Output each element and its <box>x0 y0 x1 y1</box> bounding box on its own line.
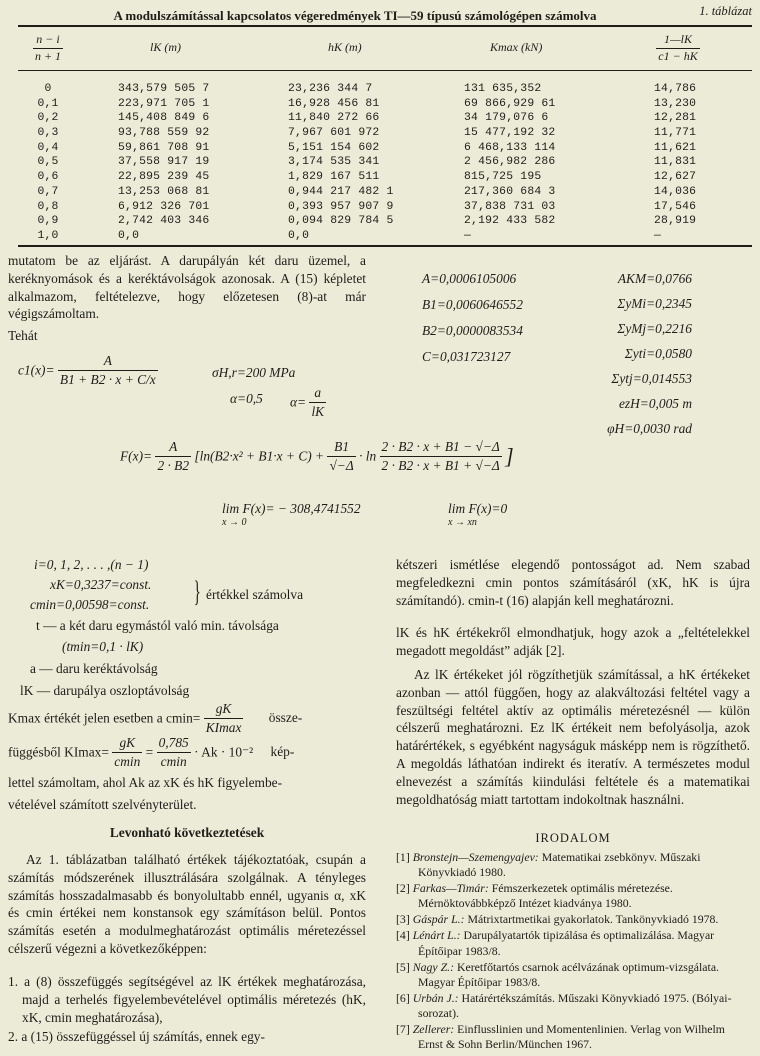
table-cell: 17,546 <box>654 200 697 213</box>
table-cell: 1,829 167 511 <box>288 171 380 184</box>
table-cell: 0,0 <box>288 229 310 242</box>
def-lk: lK — darupálya oszloptávolság <box>20 683 190 698</box>
table-cell: 22,895 239 45 <box>118 171 210 184</box>
table-header-kmax: Kmax (kN) <box>490 40 543 54</box>
reference-author: Gáspár L.: <box>412 912 465 927</box>
table-header-ratio: $\frac{n - i}{n + 1}$ <box>34 32 62 63</box>
reference-item <box>396 850 750 880</box>
param-ezh: ezH=0,005 m <box>618 396 692 411</box>
table-cell: 93,788 559 92 <box>118 127 210 140</box>
def-xk: xK=0,3237=const. <box>50 577 152 592</box>
reference-text: Fémszerkezetek optimális méretezése. Mérnöktovábbképző Intézet kiadványa 1980. <box>418 881 673 911</box>
reference-item <box>396 960 750 990</box>
table-cell: 34 179,076 6 <box>464 112 549 125</box>
reference-text: Matematikai zsebkönyv. Műszaki Könyvkiadó 1980. <box>418 850 701 880</box>
table-cell: 12,627 <box>654 171 697 184</box>
table-cell: 12,281 <box>654 112 697 125</box>
table-cell: 0,1 <box>37 97 59 110</box>
reference-author: Bronstejn—Szemengyajev: <box>412 850 539 864</box>
reference-number: [6] <box>396 990 410 1005</box>
table-header-ratio-lk: $\frac{1—lK}{c1 - hK}$ <box>658 32 698 63</box>
table-cell: 223,971 705 1 <box>118 97 210 110</box>
param-C: C=0,031723127 <box>422 349 511 364</box>
limit-at-xn: lim F(x)=0 <box>448 501 508 516</box>
table-row <box>18 82 752 97</box>
conclusions-item-1: 1. a (8) összefüggés segítségével az lK értékek meghatározása, majd a terhelés figyelembevételével optimális méretezés (hK, xK, cmin meghatározása), <box>8 974 366 1025</box>
reference-number: [1] <box>396 850 410 864</box>
kmax-line-4: vételével számított szelvényterület. <box>8 797 197 812</box>
table-cell: 343,579 505 7 <box>118 83 210 95</box>
table-row <box>18 126 752 141</box>
reference-author: Urbán J.: <box>412 990 459 1005</box>
table-bottom-rule <box>18 245 752 247</box>
kmax-line-2: függésből KImax= $\frac{gK}{cmin}$ = $\frac{0,785}{cmin}$ · Ak · 10⁻² kép- <box>8 735 295 769</box>
table-cell: 0,6 <box>37 171 59 184</box>
formula-sigma: σH,r=200 MPa <box>212 365 296 380</box>
def-cmin: cmin=0,00598=const. <box>30 597 150 612</box>
table-cell: 0,944 217 482 1 <box>288 185 394 198</box>
table-row <box>18 170 752 185</box>
param-B1: B1=0,0060646552 <box>422 297 523 312</box>
reference-number: [4] <box>396 928 410 943</box>
kmax-line-3: lettel számoltam, ahol Ak az xK és hK figyelembe- <box>8 775 283 790</box>
table-cell: 11,831 <box>654 156 697 169</box>
table-title: A modulszámítással kapcsolatos végeredmények TI—59 típusú számológépen számolva <box>113 8 597 23</box>
param-akm: AKM=0,0766 <box>617 271 692 286</box>
table-cell: 5,151 154 602 <box>288 141 380 154</box>
param-list-left <box>422 266 523 370</box>
table-row <box>18 200 752 215</box>
formula-c1: c1(x)= $\frac{A}{B1 + B2 \cdot x + C/x}$ <box>18 353 156 387</box>
table-body <box>18 82 752 244</box>
table-cell: 0,094 829 784 5 <box>288 215 394 228</box>
table-cell: 0,393 957 907 9 <box>288 200 394 213</box>
table-cell: 145,408 849 6 <box>118 112 210 125</box>
conclusions-item-2: 2. a (15) összefüggéssel új számítás, ennek egy- <box>8 1029 265 1044</box>
table-cell: 16,928 456 81 <box>288 97 380 110</box>
reference-author: Nagy Z.: <box>412 959 455 974</box>
kmax-line-1: Kmax értékét jelen esetben a cmin= $\frac{gK}{KImax}$ össze- <box>8 701 303 735</box>
table-cell: 15 477,192 32 <box>464 127 556 140</box>
brace: } <box>193 575 201 608</box>
table-cell: 131 635,352 <box>464 83 542 95</box>
right-paragraph-1: kétszeri ismétlése elegendő pontosságot ad. Nem szabad megfeledkezni cmin pontos számításáról (xK, hK is újra számítandó). cmin-t (16) alapján kell meghatározni. <box>396 557 750 608</box>
table-cell: 0 <box>44 83 52 95</box>
limit-at-xn-sub: x → xn <box>448 517 477 528</box>
def-t: t — a két daru egymástól való min. távolsága <box>36 618 279 633</box>
reference-author: Farkas—Timár: <box>412 881 489 896</box>
param-sum-ymj: ΣyMj=0,2216 <box>617 321 692 336</box>
conclusions-heading: Levonható következtetések <box>109 825 265 840</box>
param-B2: B2=0,0000083534 <box>422 323 523 338</box>
reference-text: Keretfőtartós csarnok acélvázának optimum-vizsgálata. Magyar Építőipar 1983/8. <box>418 959 720 989</box>
formula-F: F(x)= $\frac{A}{2 \cdot B2}$ [ln(B2·x² + B1·x + C) + $\frac{B1}{√-\Delta}$ · ln $\frac{2 \cdot B2 \cdot x + B1 - √-\Delta}{2 \cdot B2 \cdot x + B1 + √-\Delta}$ ] <box>120 439 514 473</box>
table-cell: 11,771 <box>654 127 697 140</box>
table-cell: 0,5 <box>37 156 59 169</box>
def-brace-text: értékkel számolva <box>206 587 304 602</box>
tehat-label: Tehát <box>8 328 38 343</box>
table-cell: 14,036 <box>654 185 697 198</box>
table-cell: 0,7 <box>37 185 59 198</box>
table-cell: 1,0 <box>37 229 59 242</box>
reference-author: Zellerer: <box>412 1022 455 1037</box>
limit-at-zero-sub: x → 0 <box>222 517 247 528</box>
def-a: a — daru keréktávolság <box>30 661 158 676</box>
formula-alpha: α=0,5 <box>230 391 263 406</box>
table-top-rule <box>18 25 752 27</box>
references-heading: IRODALOM <box>535 831 611 845</box>
table-header-lk: lK (m) <box>150 40 181 54</box>
table-row <box>18 155 752 170</box>
table-cell: 0,9 <box>37 215 59 228</box>
reference-item <box>396 1022 750 1052</box>
table-cell: — <box>654 229 662 242</box>
reference-number: [7] <box>396 1022 410 1037</box>
reference-text: Darupályatartók tipizálása és optimalizálása. Magyar Építőipar 1983/8. <box>418 928 715 958</box>
table-header-rule <box>18 70 752 71</box>
table-cell: 6,912 326 701 <box>118 200 210 213</box>
table-cell: 0,0 <box>118 229 140 242</box>
table-cell: 0,2 <box>37 112 59 125</box>
table-cell: 23,236 344 7 <box>288 83 373 95</box>
reference-number: [2] <box>396 881 410 896</box>
limit-at-zero: lim F(x)= − 308,4741552 <box>222 501 361 516</box>
reference-text: Mátrixtartmetikai gyakorlatok. Tankönyvkiadó 1978. <box>467 912 719 927</box>
reference-text: Határértékszámítás. Műszaki Könyvkiadó 1975. (Bólyai-sorozat). <box>418 990 732 1020</box>
conclusions-paragraph: Az 1. táblázatban található értékek tájékoztatóak, csupán a számítás módszerének illusztrálására szolgálnak. A tényleges számítás hosszadalmasabb és bonyolultabb ennél, ugyanis α, xK és cmin értékei nem konstansok egy számításon belül. Pontos számítás esetén a modulmeghatározást optimális méretezéssel célszerű végezni a következőképpen: <box>8 852 366 957</box>
table-cell: 37,838 731 03 <box>464 200 556 213</box>
table-cell: 28,919 <box>654 215 697 228</box>
table-cell: 3,174 535 341 <box>288 156 380 169</box>
table-cell: 2 456,982 286 <box>464 156 556 169</box>
right-paragraph-3: Az lK értékeket jól rögzíthetjük számítással, a hK értékeket azonban — attól függően, hogy az alakváltozási feltétel vagy a feszültségi feltétel aktív az optimális méretezésnél — külön célszerű meghatározni. Ez lK értékeit nem befolyásolja, azok határértékek, s egyébként nagyságuk másképp nem is rögzíthető. A megoldás láthatóan indirekt és iteratív. A természetes modul elnevezést a számítás kiindulási feltétele és a matematikai megoldhatóság miatt tartottam indokoltnak használni. <box>396 667 750 807</box>
table-row <box>18 141 752 156</box>
table-cell: 7,967 601 972 <box>288 127 380 140</box>
table-cell: 0,3 <box>37 127 59 140</box>
def-tmin: (tmin=0,1 · lK) <box>62 639 144 654</box>
reference-author: Lénárt L.: <box>412 928 461 943</box>
param-A: A=0,0006105006 <box>422 271 517 286</box>
table-row <box>18 97 752 112</box>
table-row <box>18 214 752 229</box>
reference-item <box>396 881 750 911</box>
reference-item <box>396 928 750 958</box>
reference-number: [5] <box>396 959 410 974</box>
table-cell: 59,861 708 91 <box>118 141 210 154</box>
table-row <box>18 229 752 244</box>
table-cell: 13,253 068 81 <box>118 185 210 198</box>
table-cell: 0,8 <box>37 200 59 213</box>
table-cell: 14,786 <box>654 83 697 95</box>
table-cell: 37,558 917 19 <box>118 156 210 169</box>
param-phih: φH=0,0030 rad <box>607 421 692 436</box>
param-sum-ytj: Σytj=0,014553 <box>611 371 692 386</box>
param-list-right <box>580 266 692 441</box>
param-sum-ymi: ΣyMi=0,2345 <box>617 296 692 311</box>
reference-item <box>396 912 750 927</box>
table-cell: 217,360 684 3 <box>464 185 556 198</box>
table-cell: 13,230 <box>654 97 697 110</box>
formula-alpha-ratio: α= $\frac{a}{lK}$ <box>290 385 325 419</box>
table-cell: 815,725 195 <box>464 171 542 184</box>
table-cell: 69 866,929 61 <box>464 97 556 110</box>
table-label: 1. táblázat <box>699 4 752 18</box>
table-row <box>18 185 752 200</box>
table-cell: 11,621 <box>654 141 697 154</box>
def-i-range: i=0, 1, 2, . . . ,(n − 1) <box>34 557 149 572</box>
param-sum-yti: Σyti=0,0580 <box>624 346 692 361</box>
table-cell: 2,192 433 582 <box>464 215 556 228</box>
table-cell: 2,742 403 346 <box>118 215 210 228</box>
table-cell: 6 468,133 114 <box>464 141 556 154</box>
table-row <box>18 111 752 126</box>
table-cell: — <box>464 229 472 242</box>
table-cell: 11,840 272 66 <box>288 112 380 125</box>
reference-text: Einflusslinien und Momentenlinien. Verlag von Wilhelm Ernst & Sohn Berlin/München 1967. <box>418 1022 725 1052</box>
table-cell: 0,4 <box>37 141 59 154</box>
right-paragraph-2: lK és hK értékekről elmondhatjuk, hogy azok a „feltételekkel megadott megoldást” adják [2]. <box>396 625 750 658</box>
table-header-hk: hK (m) <box>328 40 362 54</box>
reference-item <box>396 991 750 1021</box>
references-list <box>396 850 750 1053</box>
intro-paragraph: mutatom be az eljárást. A darupályán két daru üzemel, a keréknyomások és a keréktávolságok azonosak. A (15) képletet alkalmazom, feltételezve, hogy előzetesen (8)-at már végigszámoltam. <box>8 253 366 322</box>
reference-number: [3] <box>396 912 410 927</box>
